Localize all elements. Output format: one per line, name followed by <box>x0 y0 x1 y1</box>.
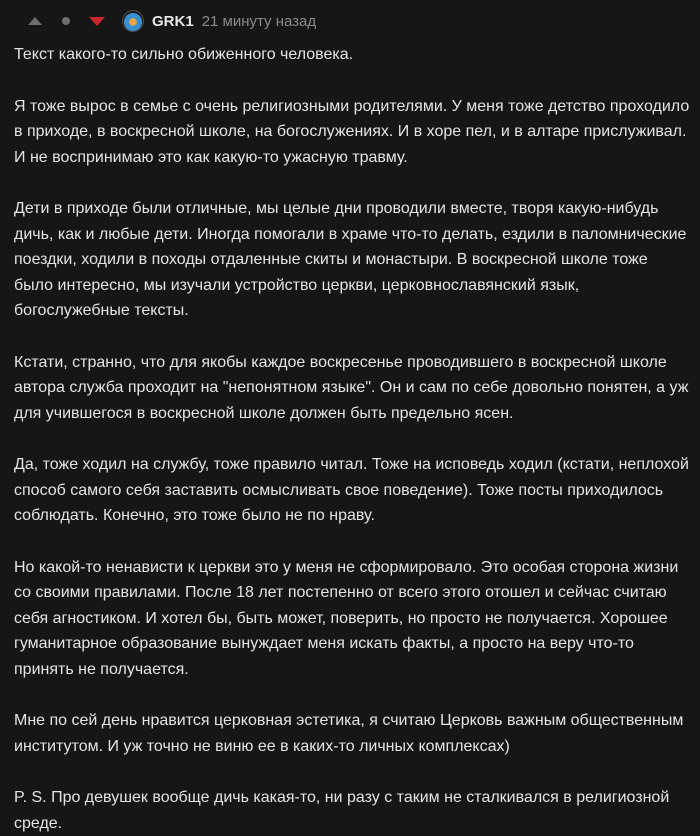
comment-time[interactable]: 21 минуту назад <box>201 12 317 30</box>
comment-paragraph: P. S. Про девушек вообще дичь какая-то, ни разу с таким не сталкивался в религиозной среде. <box>14 789 670 832</box>
dot-icon[interactable] <box>62 17 70 25</box>
author-name[interactable]: GRK1 <box>152 12 194 30</box>
comment-paragraph: Да, тоже ходил на службу, тоже правило читал. Тоже на исповедь ходил (кстати, неплохой способ самого себя заставить осмысливать свое поведение). Тоже посты приходилось соблюдать. Конечно, это тоже было не по нраву. <box>14 456 689 524</box>
comment-body <box>14 42 700 836</box>
comment-paragraph: Текст какого-то сильно обиженного человека. <box>14 46 354 63</box>
avatar[interactable] <box>122 10 144 32</box>
arrow-down-icon <box>89 17 105 26</box>
arrow-up-icon <box>28 17 42 25</box>
comment-paragraph: Мне по сей день нравится церковная эстетика, я считаю Церковь важным общественным институтом. И уж точно не виню ее в каких-то личных комплексах) <box>14 712 684 755</box>
downvote-button[interactable] <box>84 11 110 31</box>
comment-paragraph: Я тоже вырос в семье с очень религиозными родителями. У меня тоже детство проходило в приходе, в воскресной школе, на богослужениях. И в хоре пел, и в алтаре прислуживал. И не воспринимаю это как какую-то ужасную травму. <box>14 97 690 166</box>
comment-paragraph: Дети в приходе были отличные, мы целые дни проводили вместе, творя какую-нибудь дичь, как и любые дети. Иногда помогали в храме что-то делать, ездили в паломнические поездки, ходили в походы отдаленные скиты и монастыри. В воскресной школе тоже было интересно, мы изучали устройство церкви, церковнославянский язык, богослужебные тексты. <box>14 200 687 319</box>
upvote-button[interactable] <box>22 11 48 31</box>
comment-header <box>14 0 700 42</box>
comment-paragraph: Кстати, странно, что для якобы каждое воскресенье проводившего в воскресной школе автора служба проходит на "непонятном языке". Он и сам по себе довольно понятен, а уж для учившегося в воскресной школе должен быть предельно ясен. <box>14 353 689 422</box>
comment-paragraph: Но какой-то ненависти к церкви это у меня не сформировало. Это особая сторона жизни со своими правилами. После 18 лет постепенно от всего этого отошел и сейчас считаю себя агностиком. И хотел бы, быть может, поверить, но просто не получается. Хорошее гуманитарное образование вынуждает меня искать факты, а просто на веру что-то принять не получается. <box>14 558 679 678</box>
